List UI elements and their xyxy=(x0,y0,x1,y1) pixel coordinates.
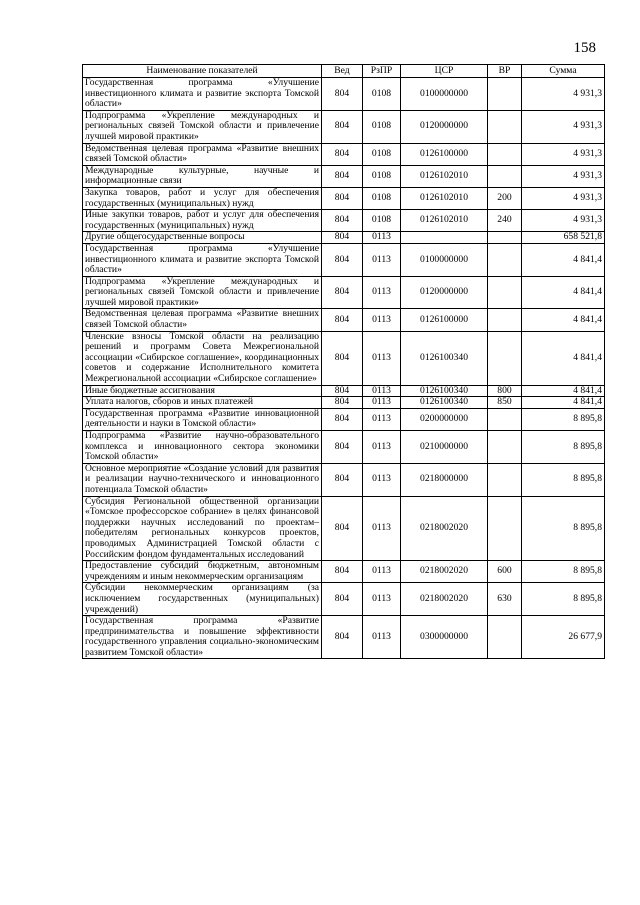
cell-sum: 8 895,8 xyxy=(522,496,605,561)
table-row xyxy=(83,583,605,616)
cell-ved: 804 xyxy=(322,385,363,397)
table-row xyxy=(83,243,605,276)
table-row xyxy=(83,431,605,464)
cell-rzpr: 0113 xyxy=(363,331,401,385)
cell-rzpr: 0113 xyxy=(363,309,401,331)
cell-vr xyxy=(488,232,522,244)
table-row xyxy=(83,561,605,583)
cell-rzpr: 0113 xyxy=(363,463,401,496)
column-header-csr: ЦСР xyxy=(401,65,488,78)
cell-rzpr: 0113 xyxy=(363,561,401,583)
cell-vr xyxy=(488,276,522,309)
cell-vr xyxy=(488,143,522,165)
cell-name: Уплата налогов, сборов и иных платежей xyxy=(83,397,322,409)
cell-name: Подпрограмма «Укрепление международных и региональных связей Томской области и привлечение лучшей мировой практики» xyxy=(83,276,322,309)
cell-name: Подпрограмма «Развитие научно-образовательного комплекса и инновационного сектора экономики Томской области» xyxy=(83,431,322,464)
cell-csr: 0126100000 xyxy=(401,143,488,165)
cell-ved: 804 xyxy=(322,187,363,209)
cell-name: Международные культурные, научные и информационные связи xyxy=(83,165,322,187)
cell-vr: 800 xyxy=(488,385,522,397)
cell-ved: 804 xyxy=(322,397,363,409)
cell-csr: 0126100340 xyxy=(401,385,488,397)
cell-sum: 4 841,4 xyxy=(522,243,605,276)
table-row xyxy=(83,232,605,244)
cell-csr: 0126102010 xyxy=(401,165,488,187)
cell-vr xyxy=(488,243,522,276)
cell-rzpr: 0108 xyxy=(363,187,401,209)
cell-rzpr: 0108 xyxy=(363,110,401,143)
cell-csr: 0210000000 xyxy=(401,431,488,464)
cell-sum: 8 895,8 xyxy=(522,408,605,430)
cell-sum: 4 931,3 xyxy=(522,110,605,143)
table-row xyxy=(83,165,605,187)
page-number: 158 xyxy=(573,40,596,56)
cell-name: Подпрограмма «Укрепление международных и региональных связей Томской области и привлечение лучшей мировой практики» xyxy=(83,110,322,143)
cell-vr xyxy=(488,331,522,385)
cell-csr: 0200000000 xyxy=(401,408,488,430)
cell-ved: 804 xyxy=(322,309,363,331)
cell-vr xyxy=(488,496,522,561)
cell-rzpr: 0113 xyxy=(363,496,401,561)
cell-sum: 4 931,3 xyxy=(522,187,605,209)
cell-rzpr: 0108 xyxy=(363,78,401,111)
table-row xyxy=(83,385,605,397)
table-header-row xyxy=(83,65,605,78)
table-row xyxy=(83,143,605,165)
cell-name: Ведомственная целевая программа «Развитие внешних связей Томской области» xyxy=(83,309,322,331)
cell-sum: 4 841,4 xyxy=(522,276,605,309)
cell-vr xyxy=(488,408,522,430)
cell-ved: 804 xyxy=(322,431,363,464)
cell-csr: 0218002020 xyxy=(401,583,488,616)
cell-sum: 8 895,8 xyxy=(522,463,605,496)
cell-rzpr: 0113 xyxy=(363,583,401,616)
cell-name: Ведомственная целевая программа «Развитие внешних связей Томской области» xyxy=(83,143,322,165)
cell-sum: 8 895,8 xyxy=(522,583,605,616)
cell-name: Закупка товаров, работ и услуг для обеспечения государственных (муниципальных) нужд xyxy=(83,187,322,209)
cell-ved: 804 xyxy=(322,143,363,165)
table-row xyxy=(83,496,605,561)
cell-sum: 4 931,3 xyxy=(522,165,605,187)
cell-name: Основное мероприятие «Создание условий для развития и реализации научно-технического и инновационного потенциала Томской области» xyxy=(83,463,322,496)
budget-table xyxy=(82,64,605,659)
table-row xyxy=(83,408,605,430)
cell-csr xyxy=(401,232,488,244)
cell-csr: 0120000000 xyxy=(401,276,488,309)
cell-rzpr: 0113 xyxy=(363,616,401,659)
cell-csr: 0218002020 xyxy=(401,496,488,561)
cell-name: Государственная программа «Развитие инновационной деятельности и науки в Томской области» xyxy=(83,408,322,430)
cell-sum: 4 931,3 xyxy=(522,78,605,111)
column-header-ved: Вед xyxy=(322,65,363,78)
column-header-rzpr: РзПР xyxy=(363,65,401,78)
cell-rzpr: 0113 xyxy=(363,243,401,276)
cell-csr: 0100000000 xyxy=(401,243,488,276)
cell-name: Членские взносы Томской области на реализацию решений и программ Совета Межрегиональной ассоциации «Сибирское соглашение», координационных советов и содержание Исполнительного комитета Межрегиональной ассоциации «Сибирское соглашение» xyxy=(83,331,322,385)
cell-rzpr: 0113 xyxy=(363,232,401,244)
cell-ved: 804 xyxy=(322,232,363,244)
table-row xyxy=(83,397,605,409)
cell-name: Субсидия Региональной общественной организации «Томское профессорское собрание» в целях финансовой поддержки научных исследований по проектам–победителям региональных конкурсов проектов, проводимых Администрацией Томской области с Российским фондом фундаментальных исследований xyxy=(83,496,322,561)
cell-ved: 804 xyxy=(322,496,363,561)
cell-csr: 0218002020 xyxy=(401,561,488,583)
column-header-sum: Сумма xyxy=(522,65,605,78)
cell-sum: 4 841,4 xyxy=(522,309,605,331)
cell-ved: 804 xyxy=(322,243,363,276)
cell-name: Иные бюджетные ассигнования xyxy=(83,385,322,397)
cell-csr: 0300000000 xyxy=(401,616,488,659)
cell-sum: 4 841,4 xyxy=(522,397,605,409)
cell-ved: 804 xyxy=(322,210,363,232)
cell-ved: 804 xyxy=(322,616,363,659)
cell-vr xyxy=(488,431,522,464)
table-row xyxy=(83,110,605,143)
table-row xyxy=(83,78,605,111)
cell-name: Субсидии некоммерческим организациям (за исключением государственных (муниципальных) учреждений) xyxy=(83,583,322,616)
cell-sum: 4 931,3 xyxy=(522,210,605,232)
cell-name: Предоставление субсидий бюджетным, автономным учреждениям и иным некоммерческим организациям xyxy=(83,561,322,583)
cell-name: Государственная программа «Развитие предпринимательства и повышение эффективности государственного управления социально-экономическим развитием Томской области» xyxy=(83,616,322,659)
column-header-name: Наименование показателей xyxy=(83,65,322,78)
cell-rzpr: 0108 xyxy=(363,165,401,187)
cell-rzpr: 0113 xyxy=(363,397,401,409)
cell-csr: 0218000000 xyxy=(401,463,488,496)
cell-rzpr: 0113 xyxy=(363,276,401,309)
cell-rzpr: 0108 xyxy=(363,210,401,232)
cell-vr xyxy=(488,165,522,187)
cell-csr: 0120000000 xyxy=(401,110,488,143)
cell-vr xyxy=(488,463,522,496)
table-row xyxy=(83,210,605,232)
cell-name: Государственная программа «Улучшение инвестиционного климата и развитие экспорта Томской области» xyxy=(83,78,322,111)
table-row xyxy=(83,187,605,209)
cell-name: Иные закупки товаров, работ и услуг для обеспечения государственных (муниципальных) нужд xyxy=(83,210,322,232)
cell-vr xyxy=(488,78,522,111)
cell-csr: 0126100340 xyxy=(401,397,488,409)
cell-csr: 0126100000 xyxy=(401,309,488,331)
cell-vr: 200 xyxy=(488,187,522,209)
cell-ved: 804 xyxy=(322,463,363,496)
table-row xyxy=(83,276,605,309)
cell-vr: 600 xyxy=(488,561,522,583)
cell-rzpr: 0113 xyxy=(363,385,401,397)
cell-sum: 4 931,3 xyxy=(522,143,605,165)
cell-sum: 4 841,4 xyxy=(522,331,605,385)
cell-vr xyxy=(488,309,522,331)
column-header-vr: ВР xyxy=(488,65,522,78)
cell-ved: 804 xyxy=(322,165,363,187)
cell-sum: 26 677,9 xyxy=(522,616,605,659)
table-row xyxy=(83,331,605,385)
cell-rzpr: 0108 xyxy=(363,143,401,165)
cell-csr: 0100000000 xyxy=(401,78,488,111)
cell-sum: 8 895,8 xyxy=(522,561,605,583)
cell-sum: 4 841,4 xyxy=(522,385,605,397)
table-row xyxy=(83,309,605,331)
cell-ved: 804 xyxy=(322,276,363,309)
cell-ved: 804 xyxy=(322,408,363,430)
cell-vr: 630 xyxy=(488,583,522,616)
cell-rzpr: 0113 xyxy=(363,431,401,464)
cell-sum: 658 521,8 xyxy=(522,232,605,244)
table-row xyxy=(83,463,605,496)
cell-vr: 850 xyxy=(488,397,522,409)
table-row xyxy=(83,616,605,659)
cell-vr: 240 xyxy=(488,210,522,232)
cell-ved: 804 xyxy=(322,583,363,616)
cell-name: Государственная программа «Улучшение инвестиционного климата и развитие экспорта Томской области» xyxy=(83,243,322,276)
cell-rzpr: 0113 xyxy=(363,408,401,430)
cell-csr: 0126100340 xyxy=(401,331,488,385)
cell-ved: 804 xyxy=(322,78,363,111)
cell-ved: 804 xyxy=(322,561,363,583)
cell-name: Другие общегосударственные вопросы xyxy=(83,232,322,244)
cell-csr: 0126102010 xyxy=(401,210,488,232)
cell-ved: 804 xyxy=(322,110,363,143)
cell-vr xyxy=(488,110,522,143)
cell-vr xyxy=(488,616,522,659)
cell-csr: 0126102010 xyxy=(401,187,488,209)
cell-sum: 8 895,8 xyxy=(522,431,605,464)
cell-ved: 804 xyxy=(322,331,363,385)
